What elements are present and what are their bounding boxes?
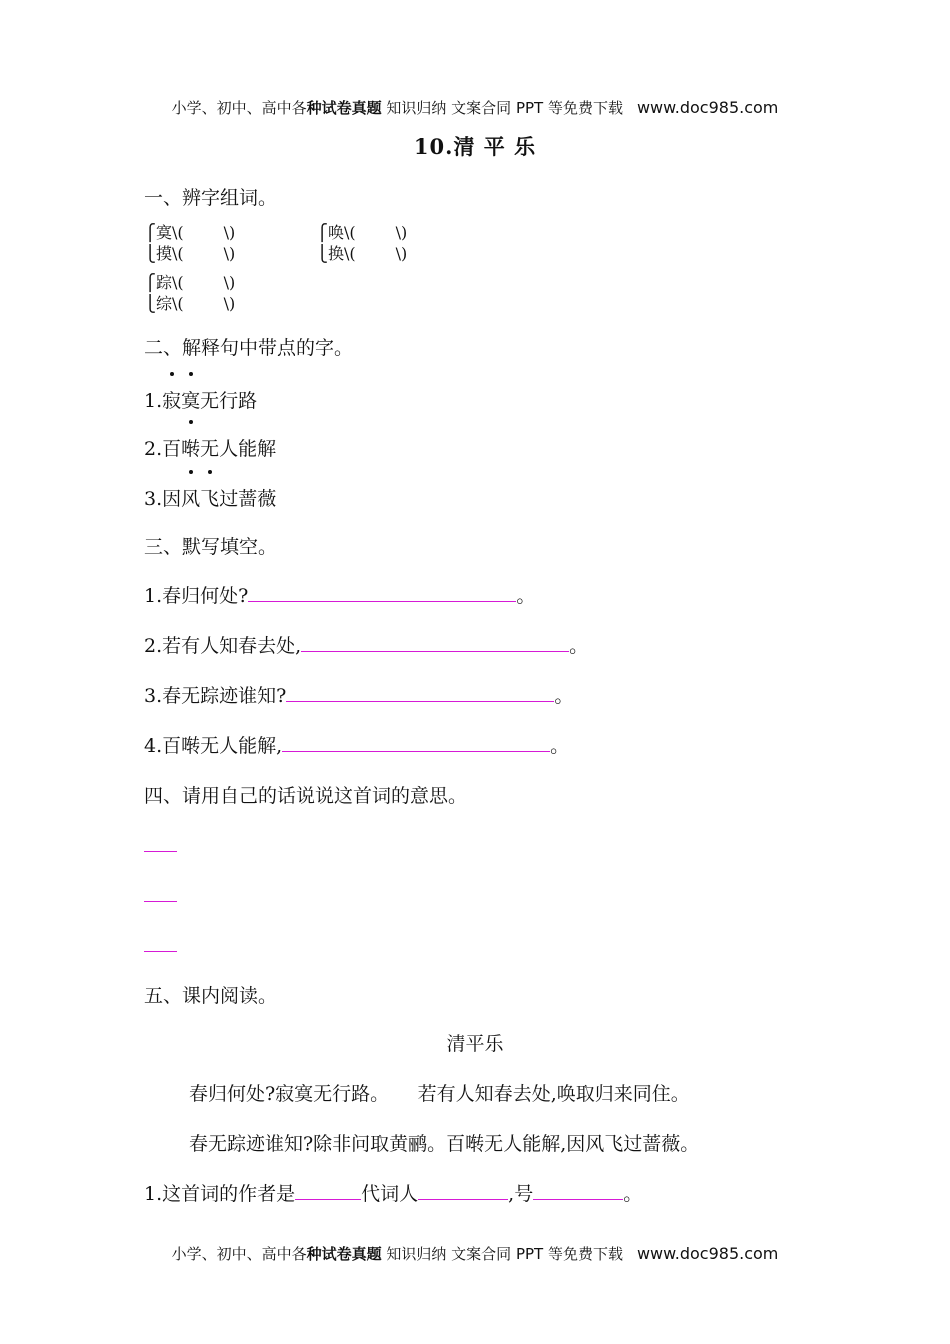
answer-blank[interactable] (248, 583, 516, 602)
footer-text-2: 种试卷真题 (306, 1245, 382, 1263)
fill-text-3: 3.春无踪迹谁知? (144, 685, 287, 707)
fill-item-2 (144, 631, 588, 658)
fill-item-3 (144, 681, 573, 708)
explain-item-1 (144, 386, 257, 413)
dotted-char: 风 (181, 484, 200, 511)
word-1a-close: \) (223, 223, 236, 242)
explain-num-2: 2. (144, 438, 163, 460)
word-group-1: ⎧寞\( \) ⎩摸\( \) (144, 223, 236, 263)
pen-name-blank[interactable] (533, 1181, 623, 1200)
section4-heading: 四、请用自己的话说说这首词的意思。 (144, 785, 468, 807)
fill-end-4: 。 (550, 735, 570, 757)
explain-num-3: 3. (144, 488, 163, 510)
word-1b: 摸\( (156, 244, 184, 263)
section1-heading: 一、辨字组词。 (144, 187, 278, 209)
fill-text-1: 1.春归何处? (144, 585, 249, 607)
header-text-3: 知识归纳 文案合同 PPT 等免费下载 (381, 99, 623, 117)
header-text-1: 小学、初中、高中各 (171, 99, 307, 117)
poem-line-1: 春归何处?寂寞无行路。 若有人知春去处,唤取归来同住。 (189, 1083, 690, 1105)
explain-num-1: 1. (144, 390, 163, 412)
fill-end-1: 。 (516, 585, 536, 607)
author-blank[interactable] (295, 1181, 361, 1200)
explain-item-2 (144, 434, 276, 461)
q1-end: 。 (623, 1183, 643, 1205)
fill-end-3: 。 (554, 685, 574, 707)
answer-line-1[interactable] (144, 851, 177, 852)
dotted-char: 寂 (162, 386, 181, 413)
word-3a-close: \) (223, 273, 236, 292)
word-2b: 换\( (328, 244, 356, 263)
word-2b-close: \) (395, 244, 408, 263)
fill-text-2: 2.若有人知春去处, (144, 635, 302, 657)
footer-text-3: 知识归纳 文案合同 PPT 等免费下载 (381, 1245, 623, 1263)
explain-pre-3: 因 (162, 488, 182, 510)
word-2a: 唤\( (328, 223, 356, 242)
word-2a-close: \) (395, 223, 408, 242)
answer-blank[interactable] (282, 733, 550, 752)
explain-rest-3: 过蔷薇 (219, 488, 277, 510)
word-1a: 寞\( (156, 223, 184, 242)
footer-text-1: 小学、初中、高中各 (171, 1245, 307, 1263)
dynasty-blank[interactable] (418, 1181, 508, 1200)
explain-rest-1: 无行路 (200, 390, 258, 412)
header-site[interactable]: www.doc985.com (636, 98, 779, 117)
footer-banner (0, 1243, 950, 1264)
answer-blank[interactable] (301, 633, 569, 652)
page-title: 10.清 平 乐 (413, 134, 537, 159)
word-group-2: ⎧唤\( \) ⎩换\( \) (316, 223, 408, 263)
header-text-2: 种试卷真题 (306, 99, 382, 117)
fill-item-4 (144, 731, 569, 758)
explain-item-3 (144, 484, 276, 511)
fill-text-4: 4.百啭无人能解, (144, 735, 283, 757)
answer-blank[interactable] (286, 683, 554, 702)
q1-text-a: 1.这首词的作者是 (144, 1183, 296, 1205)
explain-rest-2: 无人能解 (200, 438, 277, 460)
fill-item-1 (144, 581, 535, 608)
header-banner (0, 97, 950, 118)
dotted-char: 寞 (181, 386, 200, 413)
poem-line-2: 春无踪迹谁知?除非问取黄鹂。百啭无人能解,因风飞过蔷薇。 (189, 1133, 700, 1155)
section5-heading: 五、课内阅读。 (144, 985, 278, 1007)
dotted-char: 啭 (181, 434, 200, 461)
section2-heading: 二、解释句中带点的字。 (144, 337, 354, 359)
answer-line-2[interactable] (144, 901, 177, 902)
footer-site[interactable]: www.doc985.com (636, 1244, 779, 1263)
word-3b: 综\( (156, 294, 184, 313)
dotted-char: 飞 (200, 484, 219, 511)
reading-question-1 (144, 1179, 642, 1206)
word-group-3: ⎧踪\( \) ⎩综\( \) (144, 273, 236, 313)
q1-text-b: 代词人 (361, 1183, 419, 1205)
word-1b-close: \) (223, 244, 236, 263)
poem-title: 清平乐 (446, 1033, 504, 1055)
word-3a: 踪\( (156, 273, 184, 292)
fill-end-2: 。 (569, 635, 589, 657)
answer-line-3[interactable] (144, 951, 177, 952)
word-3b-close: \) (223, 294, 236, 313)
explain-pre-2: 百 (162, 438, 182, 460)
q1-text-c: ,号 (508, 1183, 534, 1205)
section3-heading: 三、默写填空。 (144, 536, 278, 558)
